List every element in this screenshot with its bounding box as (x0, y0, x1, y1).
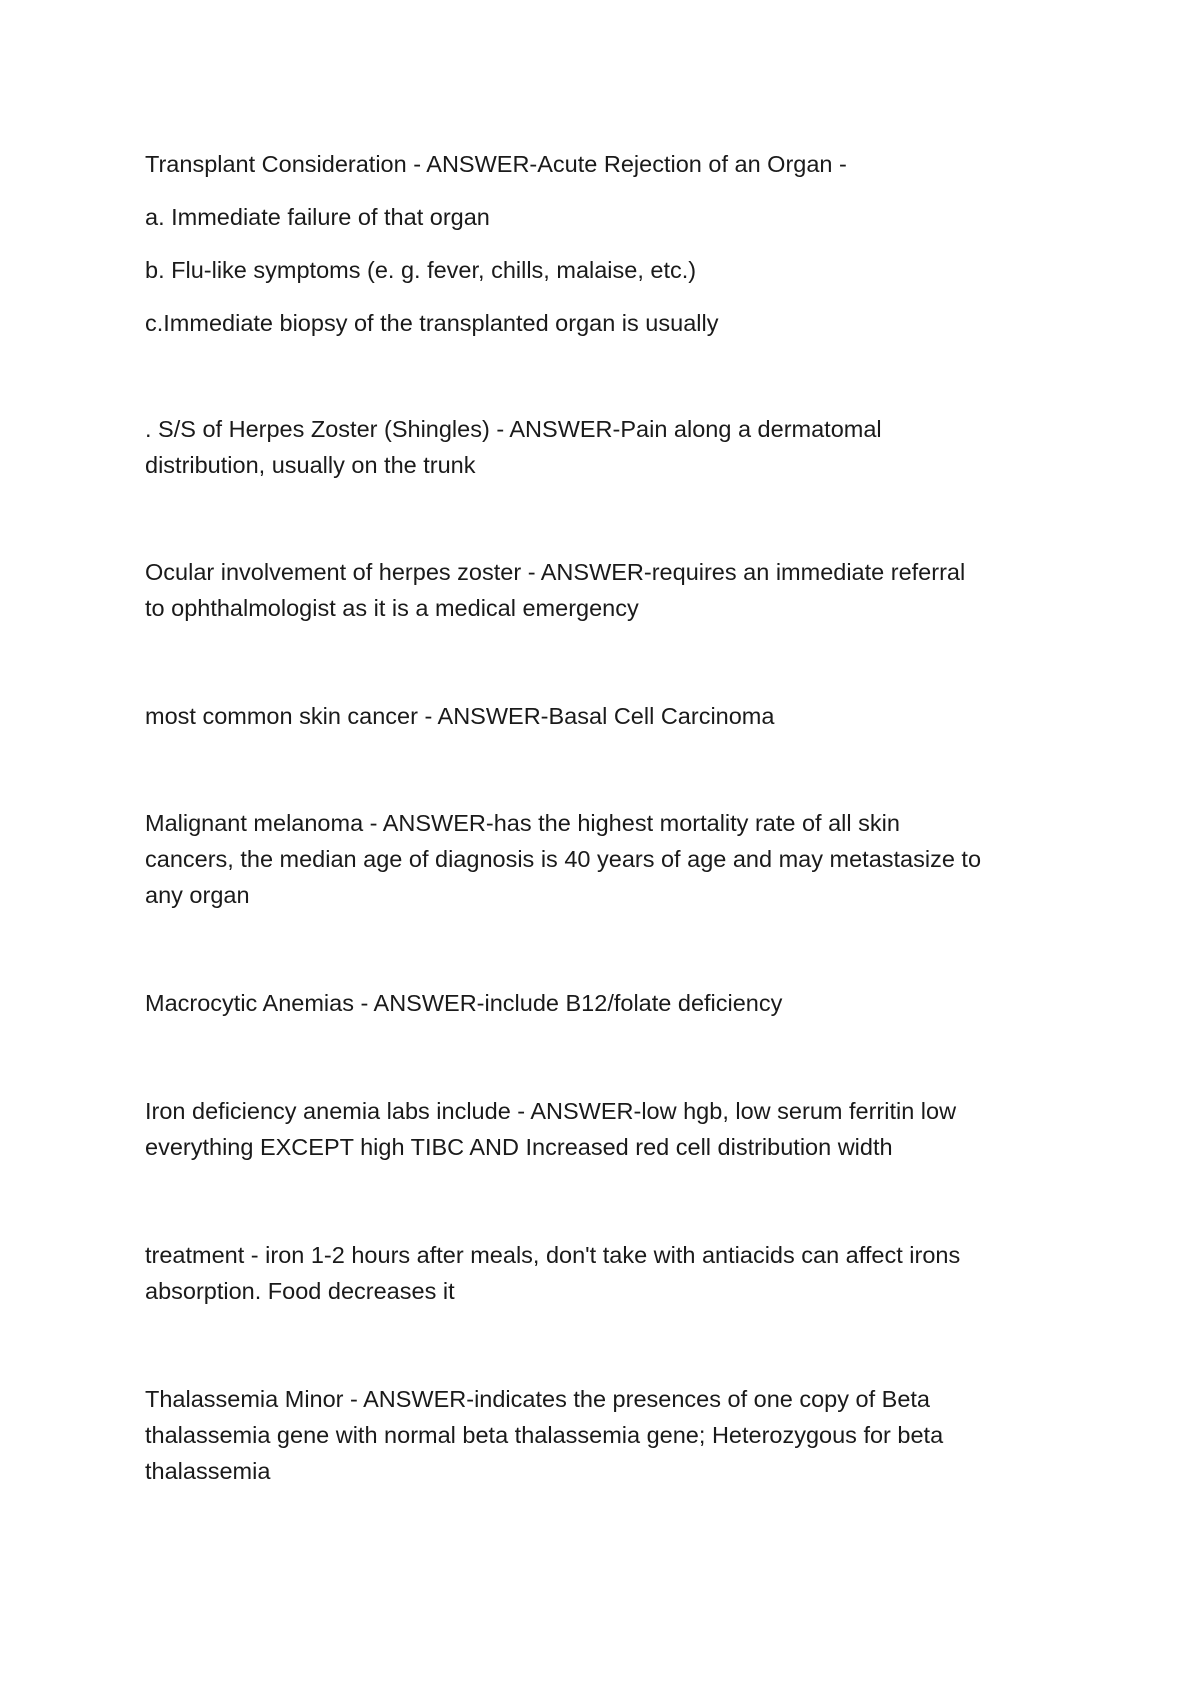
text-line: Malignant melanoma - ANSWER-has the highest mortality rate of all skin (145, 810, 900, 836)
text-line: Ocular involvement of herpes zoster - ANSWER-requires an immediate referral (145, 559, 966, 585)
text-line: everything EXCEPT high TIBC AND Increased red cell distribution width (145, 1134, 893, 1160)
text-line: c.Immediate biopsy of the transplanted organ is usually (145, 310, 719, 336)
paragraph-macrocytic-anemias (145, 985, 1075, 1021)
text-line: distribution, usually on the trunk (145, 452, 476, 478)
text-line: any organ (145, 882, 250, 908)
text-line: treatment - iron 1-2 hours after meals, don't take with antiacids can affect irons (145, 1242, 961, 1268)
paragraph-herpes-zoster (145, 411, 1075, 483)
paragraph-iron-deficiency (145, 1093, 1075, 1165)
text-line: to ophthalmologist as it is a medical emergency (145, 595, 639, 621)
paragraph-skin-cancer (145, 698, 1075, 734)
text-line: . S/S of Herpes Zoster (Shingles) - ANSWER-Pain along a dermatomal (145, 416, 882, 442)
text-line: Transplant Consideration - ANSWER-Acute Rejection of an Organ - (145, 151, 847, 177)
text-line: cancers, the median age of diagnosis is 40 years of age and may metastasize to (145, 846, 982, 872)
paragraph-malignant-melanoma (145, 805, 1075, 913)
paragraph-item-a (145, 199, 1075, 235)
text-line: a. Immediate failure of that organ (145, 204, 490, 230)
paragraph-transplant-consideration (145, 146, 1075, 182)
paragraph-item-b (145, 252, 1075, 288)
text-line: Thalassemia Minor - ANSWER-indicates the presences of one copy of Beta (145, 1386, 931, 1412)
text-line: thalassemia (145, 1458, 271, 1484)
text-line: b. Flu-like symptoms (e. g. fever, chills, malaise, etc.) (145, 257, 697, 283)
text-line: most common skin cancer - ANSWER-Basal Cell Carcinoma (145, 703, 775, 729)
text-line: Iron deficiency anemia labs include - ANSWER-low hgb, low serum ferritin low (145, 1098, 957, 1124)
paragraph-thalassemia-minor (145, 1381, 1075, 1489)
text-line: absorption. Food decreases it (145, 1278, 455, 1304)
text-line: Macrocytic Anemias - ANSWER-include B12/folate deficiency (145, 990, 783, 1016)
text-line: thalassemia gene with normal beta thalassemia gene; Heterozygous for beta (145, 1422, 944, 1448)
paragraph-treatment (145, 1237, 1075, 1309)
paragraph-item-c (145, 305, 1075, 341)
paragraph-ocular-involvement (145, 554, 1075, 626)
